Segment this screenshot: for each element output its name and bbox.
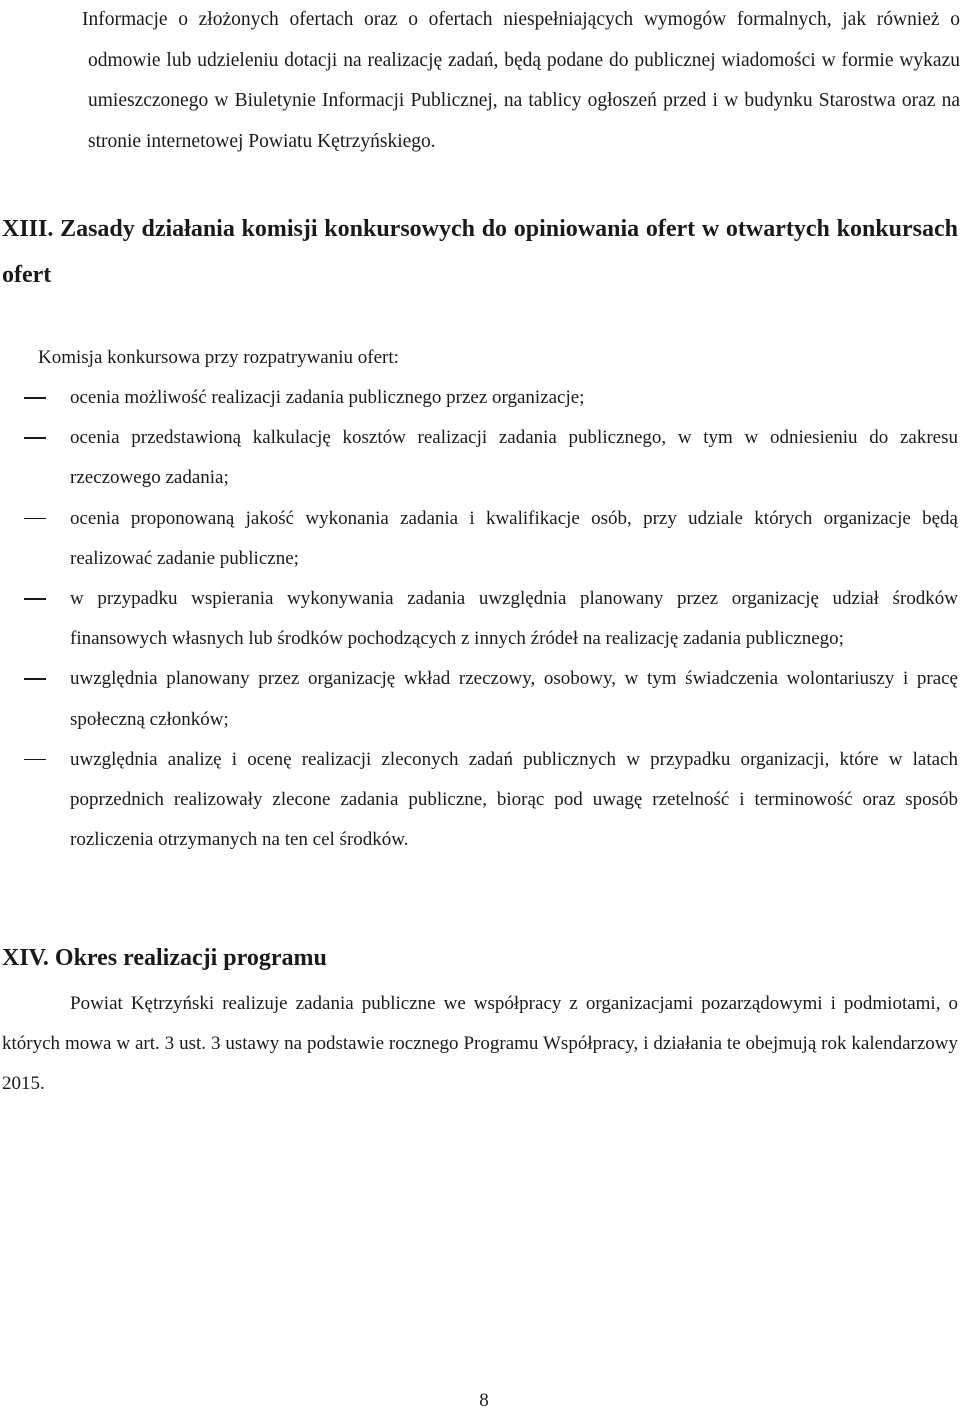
list-item: ocenia możliwość realizacji zadania publicznego przez organizacje; xyxy=(0,378,958,418)
dash-bullet xyxy=(24,437,46,439)
numbered-paragraph-16 xyxy=(4,0,960,162)
section-xiii-heading: XIII. Zasady działania komisji konkursowych do opiniowania ofert w otwartych konkursach ofert xyxy=(2,216,958,288)
list-item: ocenia proponowaną jakość wykonania zadania i kwalifikacje osób, przy udziale których organizacje będą realizować zadanie publiczne; xyxy=(0,499,958,579)
dash-bullet xyxy=(24,678,46,680)
list-item: ocenia przedstawioną kalkulację kosztów realizacji zadania publicznego, w tym w odniesieniu do zakresu rzeczowego zadania; xyxy=(0,418,958,498)
section-xiv-paragraph: Powiat Kętrzyński realizuje zadania publiczne we współpracy z organizacjami pozarządowymi i podmiotami, o których mowa w art. 3 ust. 3 ustawy na podstawie rocznego Programu Współpracy, i działania te obejmują rok kalendarzowy 2015. xyxy=(2,993,958,1094)
list-item: w przypadku wspierania wykonywania zadania uwzględnia planowany przez organizację udział środków finansowych własnych lub środków pochodzących z innych źródeł na realizację zadania publicznego; xyxy=(0,579,958,659)
dash-bullet xyxy=(24,397,46,399)
list-item: uwzględnia planowany przez organizację wkład rzeczowy, osobowy, w tym świadczenia wolontariuszy i pracę społeczną członków; xyxy=(0,659,958,739)
list-item: uwzględnia analizę i ocenę realizacji zleconych zadań publicznych w przypadku organizacji, które w latach poprzednich realizowały zlecone zadania publiczne, biorąc pod uwagę rzetelność i terminowość oraz sposób rozliczenia otrzymanych na ten cel środków. xyxy=(0,740,958,861)
paragraph-16-text: Informacje o złożonych ofertach oraz o ofertach niespełniających wymogów formalnych, jak również o odmowie lub udzieleniu dotacji na realizację zadań, będą podane do publicznej wiadomości w formie wykazu umieszczonego w Biuletynie Informacji Publicznej, na tablicy ogłoszeń przed i w budynku Starostwa oraz na stronie internetowej Powiatu Kętrzyńskiego. xyxy=(82,9,960,152)
commission-intro: Komisja konkursowa przy rozpatrywaniu ofert: xyxy=(38,347,399,368)
page-number: 8 xyxy=(479,1390,489,1411)
section-xiv-heading: XIV. Okres realizacji programu xyxy=(2,945,327,971)
dash-bullet xyxy=(24,759,46,761)
criteria-list xyxy=(0,378,960,860)
dash-bullet xyxy=(24,518,46,520)
paragraph-number xyxy=(4,0,82,41)
dash-bullet xyxy=(24,598,46,600)
